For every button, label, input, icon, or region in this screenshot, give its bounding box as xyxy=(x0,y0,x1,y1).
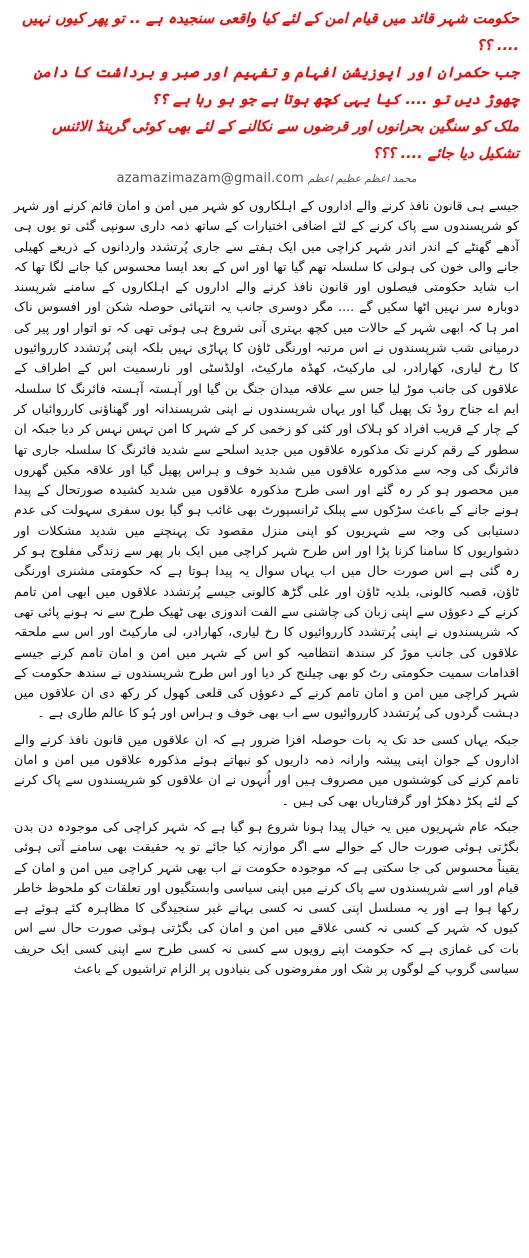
headlines xyxy=(14,6,519,168)
headline-3: ملک کو سنگین بحرانوں اور قرضوں سے نکالنے کے لئے بھی کوئی گرینڈ الائنس تشکیل دیا جائے .... ؟؟؟ xyxy=(51,119,519,162)
article-paragraph-1: جیسے ہی قانون نافذ کرنے والے اداروں کے اہلکاروں کو شہر میں امن و امان قائم کرنے اور شہر کو شرپسندوں سے پاک کرنے کے لئے اضافی اختیارات کے ساتھ ذمہ داری سونپی گئی تو یوں ہی آدھے گھنٹے کے اندر اندر شہر کراچی میں ایک ہفتے سے جاری پُرتشدد واردانوں کے ذریعے کھیلی جانے والی خون کی ہولی کا سلسلہ تھم گیا تھا اور اس کے بعد ایسا محسوس کیا جانے لگا تھا کہ اب شاید حکومتی فیصلوں اور قانون نافذ کرنے والے اداروں کے اہلکاروں کے سامنے شرپسند دوبارہ سر نہیں اٹھا سکیں گے .... مگر دوسری جانب یہ انتہائی حوصلہ شکن اور افسوس ناک امر ہا کہ ابھی شہر کے حالات میں کچھ بہتری آنی شروع ہی ہوئی تھی کہ تو اتوار اور پیر کی درمیانی شب شرپسندوں نے اس مرتبہ اورنگی ٹاؤن کا پہاڑی نہیں بلکہ اپنی پُرتشدد کارروائیوں کا رخ لیاری، کھارادر، لی مارکیٹ، کھڈہ مارکیٹ، اولڈسٹی اور نارسمیت اس کے اطراف کے علاقوں کی جانب موڑ لیا جس سے علاقہ میدان جنگ بن گیا اور آہستہ آہستہ فائرنگ کا سلسلہ ایم اے جناح روڈ تک پھیل گیا اور یہاں شرپسندوں نے اپنی شرپسندانہ اور گھناؤنی کارروائیاں کر کے چار کے قریب افراد کو ہلاک اور کئی کو زخمی کر کے شہر کا امن تہس نہس کر دیا جبکہ ان سطور کے رقم کرنے تک مذکورہ علاقوں میں جدید اسلحے سے شدید فائرنگ کا سلسلہ جاری تھا فائرنگ کی وجہ سے مذکورہ علاقوں میں شدید خوف و ہراس پھیل گیا اور علاقہ مکین گھروں میں محصور ہو کر رہ گئے اور اسی طرح مذکورہ علاقوں میں شدید کشیدہ صورتحال کے پیدا ہونے جانے کے باعث سڑکوں سے پبلک ٹرانسپورٹ بھی غائب ہو گیا یوں سفری سہولت کی عدم دستیابی کی وجہ سے شہریوں کو اپنی منزل مقصود تک پہنچنے میں شدید مشکلات اور دشواریوں کا سامنا کرنا پڑا اور اس طرح شہر کراچی میں ایک بار پھر سے زندگی مفلوج ہو کر رہ گئی ہے اس صورت حال میں اب یہاں سوال یہ پیدا ہوتا ہے کہ حکومتی مشنری اورنگی ٹاؤن، قصبہ کالونی، بلدیہ ٹاؤن اور علی گڑھ کالونی جیسے پُرتشدد علاقوں میں ابھی امن تامم کرنے کے دعوؤں سے اپنی زبان کی چاشنی سے الفت اندوزی بھی ٹھیک طرح سے نہ ہونے پائی تھی کہ شرپسندوں نے اپنی پُرتشدد کارروائیوں کا رخ لیاری، کھارادر، لی مارکیٹ اور اس سے ملحقہ علاقوں کی جانب موڑ کر سندھ انتظامیہ کو اس کے شہر میں امن و امان تامم کرنے جیسے اقدامات سمیت حکومتی رٹ کو بھی چیلنج کر دیا اور اس طرح شرپسندوں نے سندھ حکومت کے شہر کراچی میں امن و امان تامم کرنے کے دعوؤں کی قلعی کھول کر رکھ دی ان علاقوں میں دہشت گردوں کی پُرتشدد کارروائیوں سے اب بھی خوف و ہراس اور ہُو کا عالم طاری ہے ۔ xyxy=(14,198,519,721)
headline-1: حکومت شہر قائد میں قیام امن کے لئے کیا واقعی سنجیدہ ہے .. تو پھر کیوں نہیں .... ؟؟ xyxy=(21,11,519,54)
byline xyxy=(14,171,519,186)
article-paragraph-3: جبکہ عام شہریوں میں یہ خیال پیدا ہونا شروع ہو گیا ہے کہ شہر کراچی کی موجودہ دن بدن بگڑتی ہوئی صورت حال کے حوالے سے اگر موازنہ کیا جائے تو یہ حقیقت بھی سامنے آتی ہوئی یقیناً محسوس کی جا سکتی ہے کہ موجودہ حکومت نے اب بھی شہر کراچی میں امن و امان کے قیام اور اسے شرپسندوں سے پاک کرنے میں اپنی سیاسی وابستگیوں اور تعلقات کو ملحوظ خاطر رکھا ہوا ہے اور یہ مسلسل اپنی کسی نہ کسی بہانے غیر سنجیدگی کا مظاہرہ کئے ہوئے ہے کیوں کہ شہر کے کسی نہ کسی علاقے میں امن و امان کی بگڑتی ہوئی صورت حال سے اس بات کی غمازی ہے کہ حکومت اپنے رویوں سے کسی نہ کسی طرح سے اپنی کسی ایک حریف سیاسی گروپ کے لوگوں پر شک اور مفروضوں کی بنیادوں پر الزام تراشیوں کے باعث xyxy=(14,818,519,976)
author-name: محمد اعظم عظیم اعظم xyxy=(307,173,417,185)
article-body xyxy=(14,196,519,979)
article-paragraph-2: جبکہ یہاں کسی حد تک یہ بات حوصلہ افزا ضرور ہے کہ ان علاقوں میں قانون نافذ کرنے والے اداروں کے جوان اپنی پیشہ وارانہ ذمہ داریوں کو نبھاتے ہوئے مذکورہ علاقوں میں امن و امان تامم کرنے کی کوششوں میں مصروف ہیں اور اُنہوں نے ان علاقوں کو شرپسندوں سے پاک کرنے کے لئے پکڑ دھکڑ اور گرفتاریاں بھی کی ہیں ۔ xyxy=(14,731,519,808)
author-email: azamazimazam@gmail.com xyxy=(116,171,304,186)
headline-2: جب حکمران اور اپوزیشن افہام و تفہیم اور صبر و برداشت کا دامن چھوڑ دیں تو .... کیا یہی کچھ ہوتا ہے جو ہو رہا ہے ؟؟ xyxy=(33,65,519,108)
